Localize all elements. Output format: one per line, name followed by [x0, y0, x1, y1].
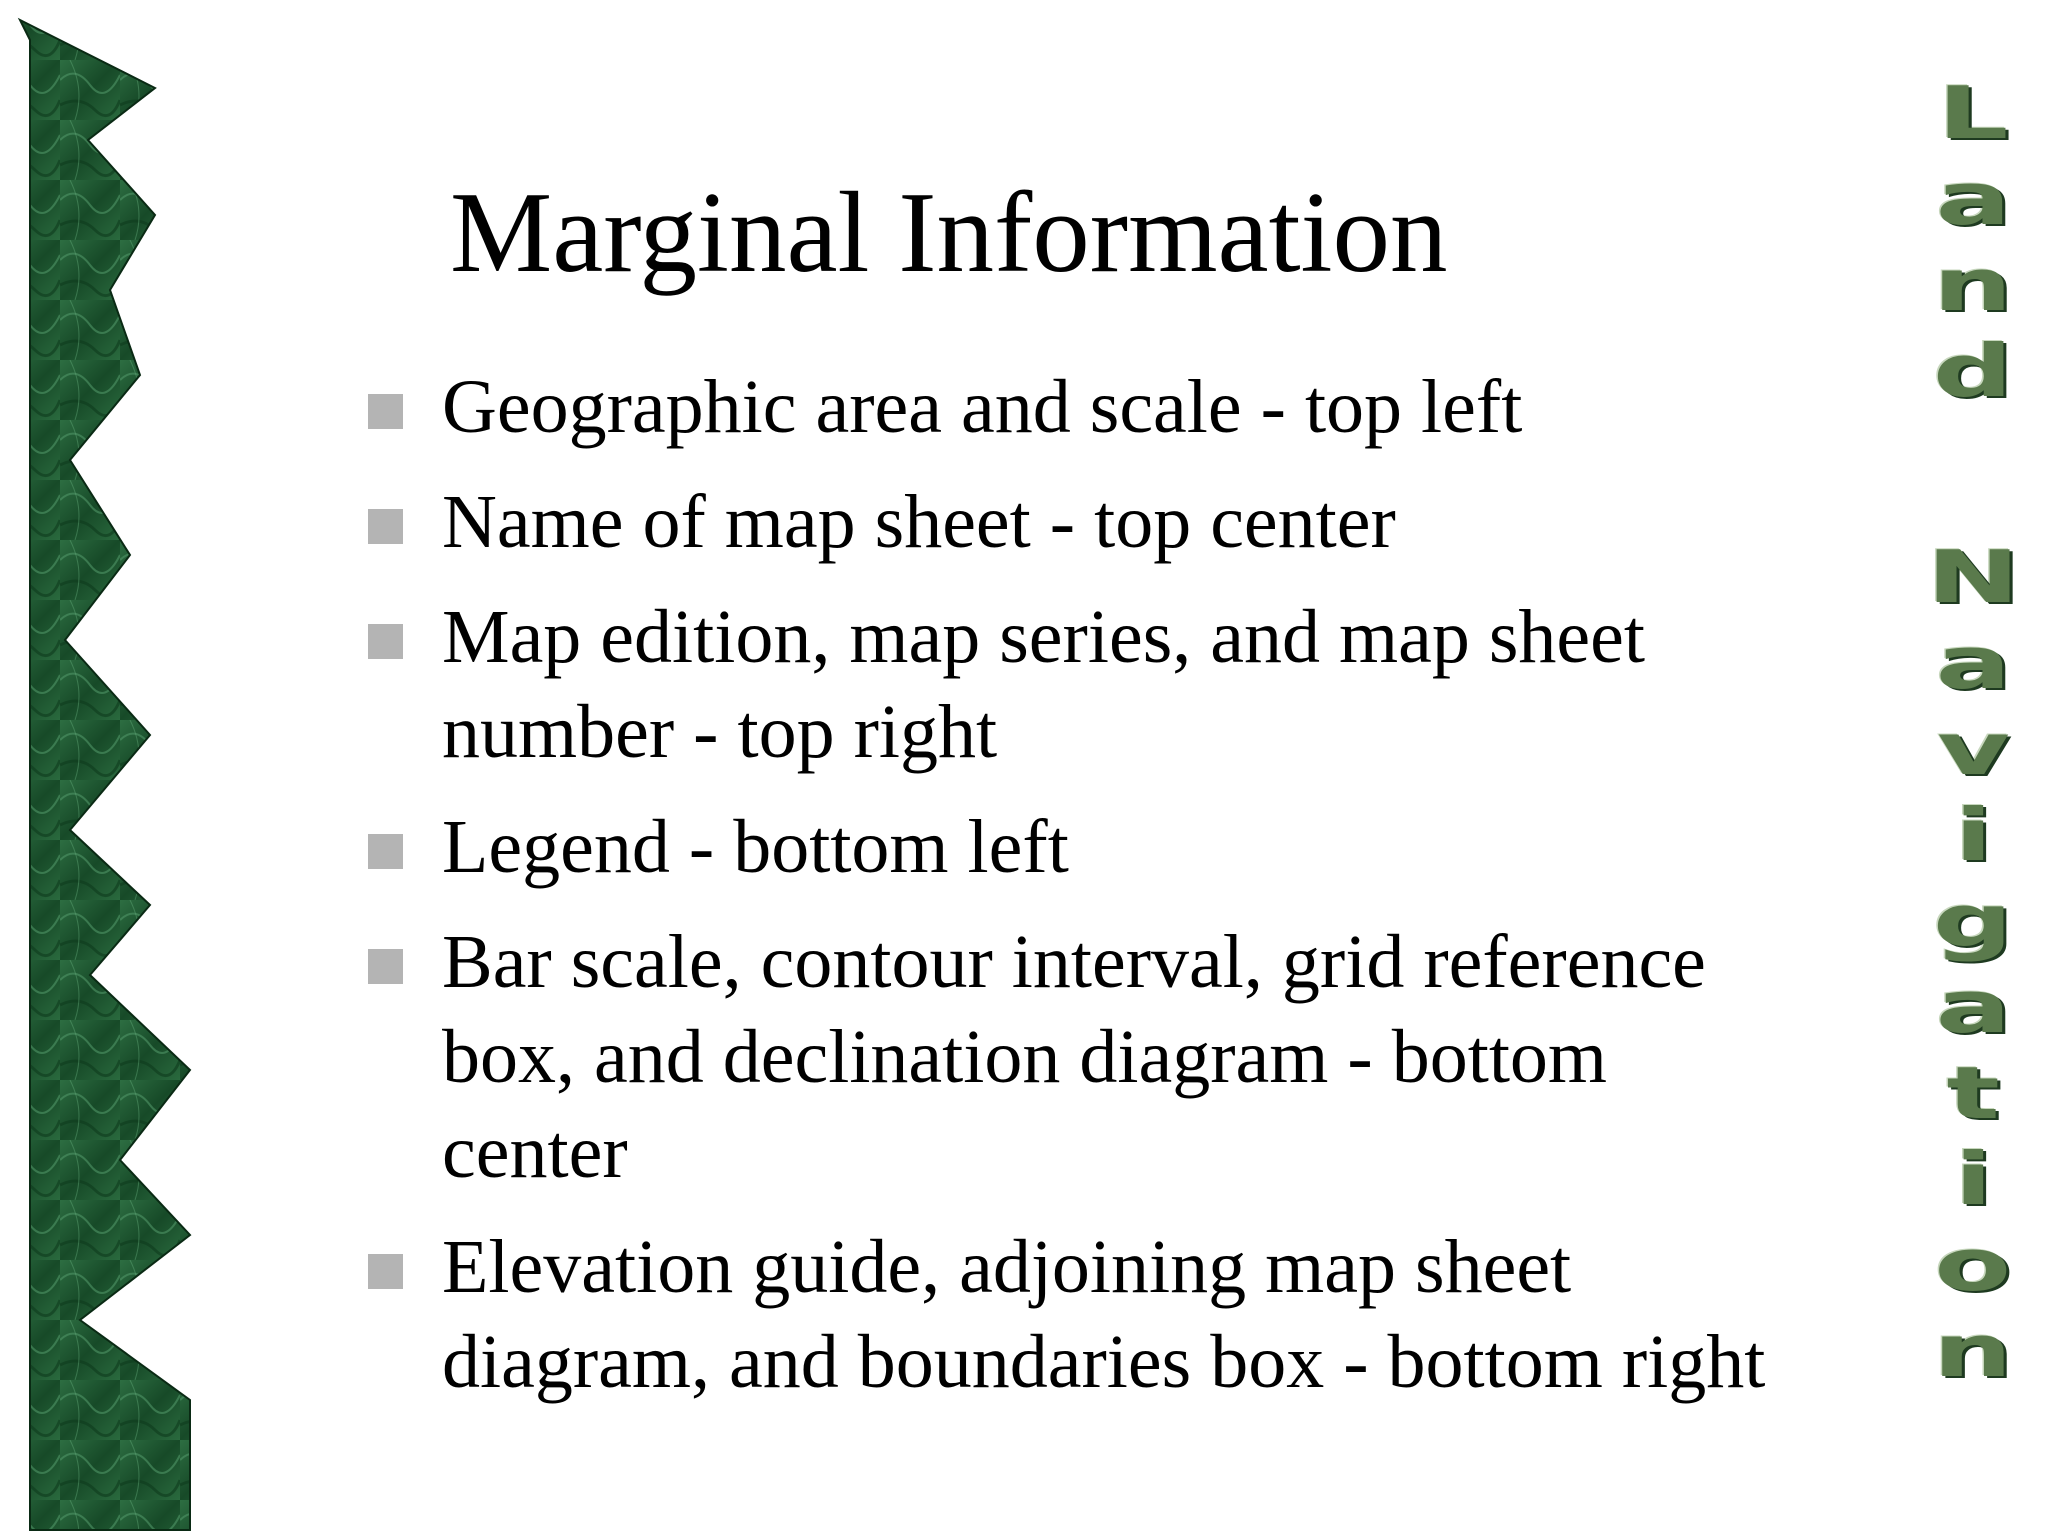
- list-item: [368, 915, 1808, 1200]
- bullet-text: Map edition, map series, and map sheet number - top right: [442, 595, 1646, 774]
- bullet-text: Geographic area and scale - top left: [442, 365, 1523, 449]
- side-title-letter: v: [1936, 707, 2010, 791]
- side-title-letter: a: [1935, 157, 2011, 241]
- square-bullet-icon: [368, 1254, 403, 1289]
- list-item: [368, 475, 1808, 570]
- side-title-letter: N: [1926, 535, 2020, 619]
- side-title-letter: a: [1935, 621, 2011, 705]
- side-title-letter: L: [1937, 71, 2009, 155]
- list-item: [368, 800, 1808, 895]
- side-title-letter: g: [1933, 879, 2013, 963]
- green-zigzag-border: [0, 0, 200, 1536]
- slide-title: Marginal Information: [450, 169, 1448, 296]
- square-bullet-icon: [368, 834, 403, 869]
- square-bullet-icon: [368, 624, 403, 659]
- list-item: [368, 1220, 1808, 1410]
- side-title-word-land: [1898, 70, 2048, 414]
- side-title-letter: i: [1953, 1137, 1993, 1221]
- bullet-text: Bar scale, contour interval, grid reference box, and declination diagram - bottom center: [442, 920, 1706, 1194]
- square-bullet-icon: [368, 394, 403, 429]
- side-title-letter: o: [1934, 1223, 2012, 1307]
- side-title-letter: i: [1953, 793, 1993, 877]
- bullet-list: [368, 360, 1808, 1430]
- side-title-letter: n: [1933, 1309, 2013, 1393]
- list-item: [368, 360, 1808, 455]
- side-title-letter: n: [1933, 243, 2013, 327]
- vertical-side-title: [1898, 70, 2048, 1393]
- bullet-text: Elevation guide, adjoining map sheet diagram, and boundaries box - bottom right: [442, 1225, 1766, 1404]
- list-item: [368, 590, 1808, 780]
- side-title-letter: t: [1946, 1051, 2000, 1135]
- side-title-spacer: [1898, 414, 2048, 534]
- side-title-letter: d: [1933, 329, 2013, 413]
- bullet-text: Name of map sheet - top center: [442, 480, 1396, 564]
- bullet-text: Legend - bottom left: [442, 805, 1069, 889]
- side-title-letter: a: [1935, 965, 2011, 1049]
- square-bullet-icon: [368, 949, 403, 984]
- side-title-word-navigation: [1898, 534, 2048, 1394]
- square-bullet-icon: [368, 509, 403, 544]
